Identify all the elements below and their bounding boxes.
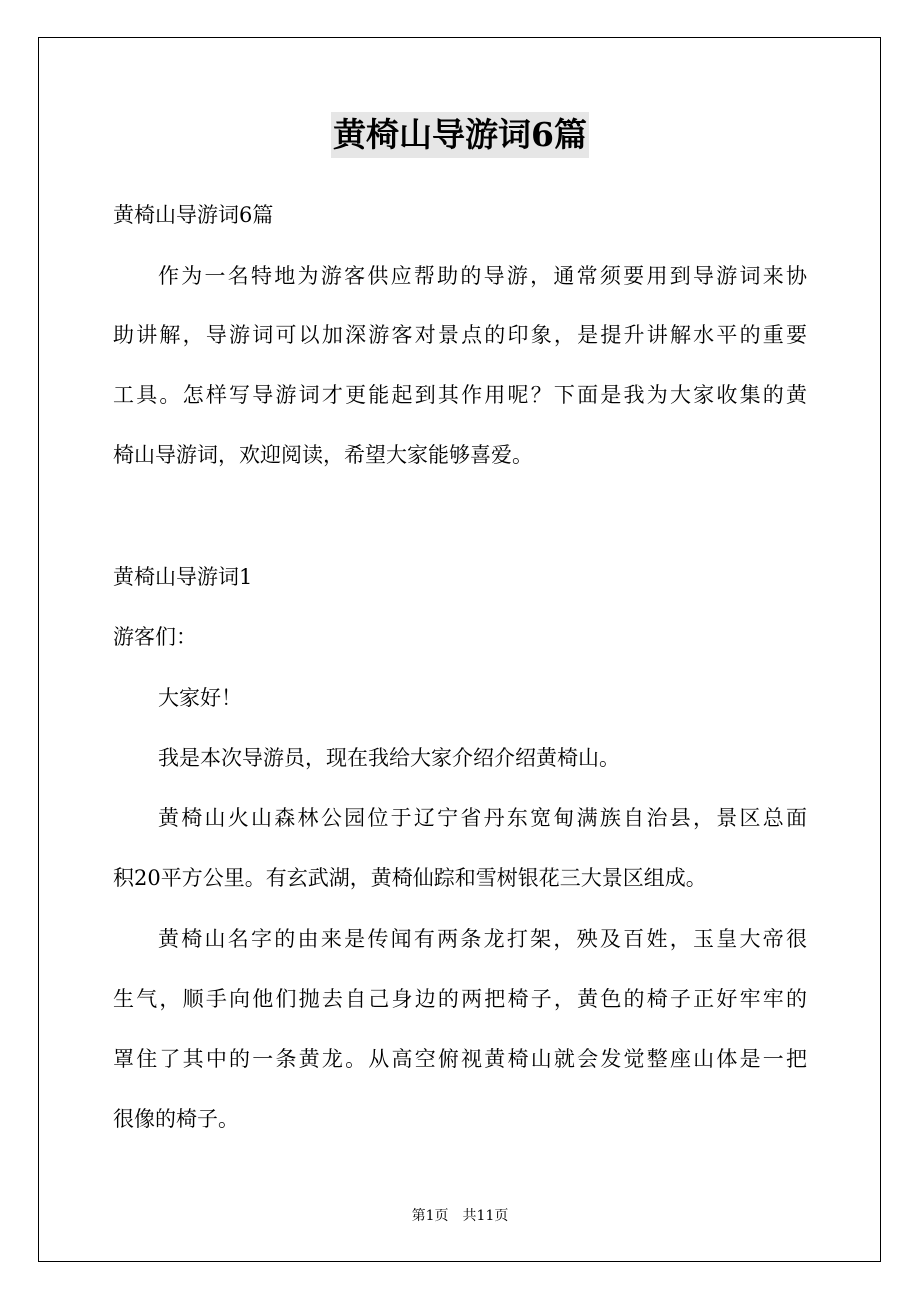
title-container (0, 112, 920, 158)
hello-line: 大家好！ (158, 686, 242, 710)
para2-line-3: 罩住了其中的一条黄龙。从高空俯视黄椅山就会发觉整座山体是一把 (113, 1047, 807, 1071)
section-heading: 黄椅山导游词1 (113, 565, 253, 589)
guide-intro-line: 我是本次导游员，现在我给大家介绍介绍黄椅山。 (158, 746, 620, 770)
intro-line-3: 工具。怎样写导游词才更能起到其作用呢？下面是我为大家收集的黄 (113, 383, 807, 407)
intro-line-1: 作为一名特地为游客供应帮助的导游，通常须要用到导游词来协 (158, 264, 807, 288)
document-title: 黄椅山导游词6篇 (331, 112, 589, 158)
intro-line-4: 椅山导游词，欢迎阅读，希望大家能够喜爱。 (113, 443, 533, 467)
greeting: 游客们： (113, 625, 197, 649)
intro-line-2: 助讲解，导游词可以加深游客对景点的印象，是提升讲解水平的重要 (113, 323, 807, 347)
para2-line-2: 生气，顺手向他们抛去自己身边的两把椅子，黄色的椅子正好牢牢的 (113, 987, 807, 1011)
document-subtitle: 黄椅山导游词6篇 (113, 203, 274, 227)
para2-line-4: 很像的椅子。 (113, 1107, 239, 1131)
page-footer: 第1页 共11页 (411, 1208, 509, 1224)
para1-line-2: 积20平方公里。有玄武湖，黄椅仙踪和雪树银花三大景区组成。 (113, 866, 707, 890)
para2-line-1: 黄椅山名字的由来是传闻有两条龙打架，殃及百姓，玉皇大帝很 (158, 927, 807, 951)
para1-line-1: 黄椅山火山森林公园位于辽宁省丹东宽甸满族自治县，景区总面 (158, 806, 807, 830)
